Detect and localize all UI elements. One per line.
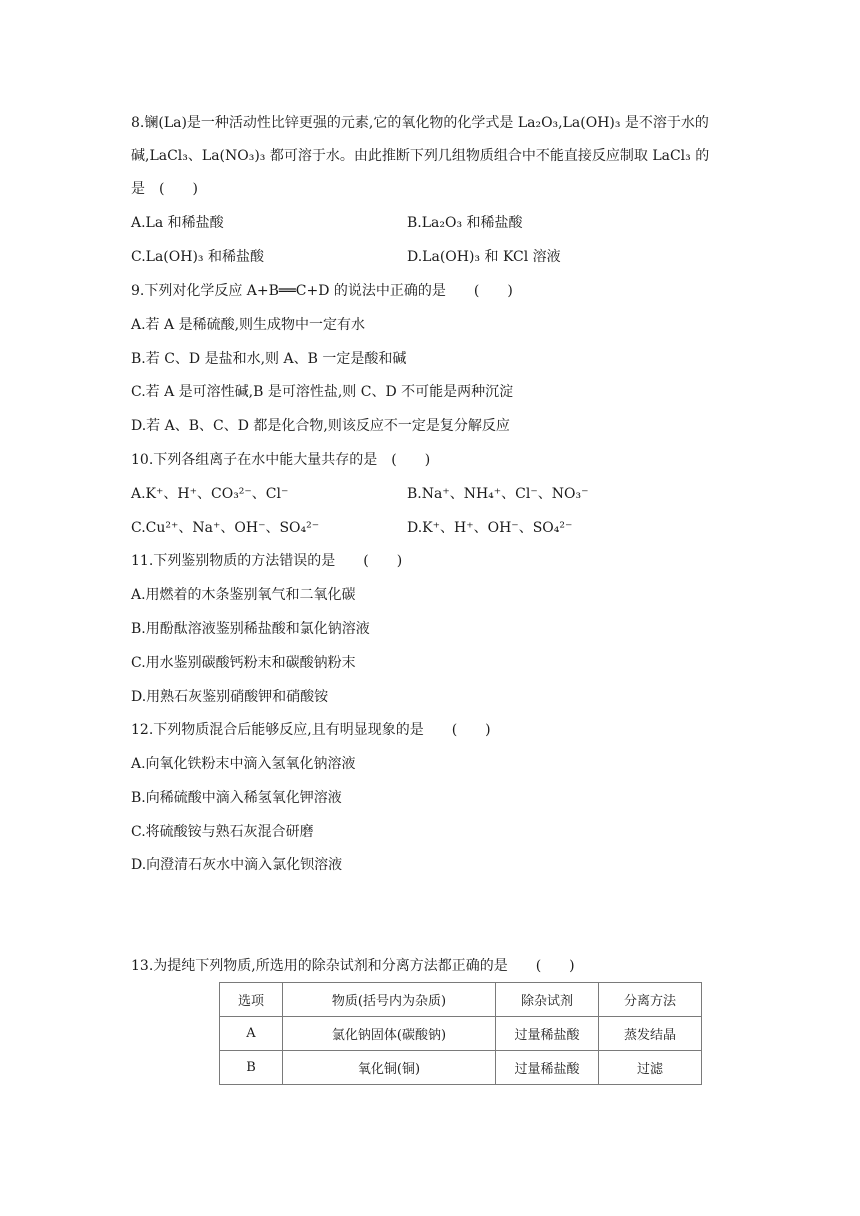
q12-option-d: D.向澄清石灰水中滴入氯化钡溶液 xyxy=(131,857,343,873)
table-cell: 蒸发结晶 xyxy=(599,1017,702,1051)
table-header-cell: 物质(括号内为杂质) xyxy=(283,983,496,1017)
q9-option-b: B.若 C、D 是盐和水,则 A、B 一定是酸和碱 xyxy=(131,351,407,367)
q8-option-b: B.La₂O₃ 和稀盐酸 xyxy=(407,215,523,231)
table-cell: B xyxy=(220,1051,283,1085)
q11-option-a: A.用燃着的木条鉴别氧气和二氧化碳 xyxy=(131,587,356,603)
q12-option-b: B.向稀硫酸中滴入稀氢氧化钾溶液 xyxy=(131,790,342,806)
q8-stem-line2: 碱,LaCl₃、La(NO₃)₃ 都可溶于水。由此推断下列几组物质组合中不能直接反应制取 LaCl₃ 的 xyxy=(131,148,710,164)
q11-option-d: D.用熟石灰鉴别硝酸钾和硝酸铵 xyxy=(131,689,329,705)
table-cell: 氧化铜(铜) xyxy=(283,1051,496,1085)
q11-option-c: C.用水鉴别碳酸钙粉末和碳酸钠粉末 xyxy=(131,655,356,671)
table-cell: 过量稀盐酸 xyxy=(496,1051,599,1085)
q9-option-d: D.若 A、B、C、D 都是化合物,则该反应不一定是复分解反应 xyxy=(131,418,510,434)
table-cell: 过量稀盐酸 xyxy=(496,1017,599,1051)
q10-option-a: A.K⁺、H⁺、CO₃²⁻、Cl⁻ xyxy=(131,486,289,502)
q11-option-b: B.用酚酞溶液鉴别稀盐酸和氯化钠溶液 xyxy=(131,621,370,637)
q8-stem-line1: 8.镧(La)是一种活动性比锌更强的元素,它的氧化物的化学式是 La₂O₃,La(OH)₃ 是不溶于水的 xyxy=(131,115,709,131)
q10-option-b: B.Na⁺、NH₄⁺、Cl⁻、NO₃⁻ xyxy=(407,486,589,502)
table-header-cell: 选项 xyxy=(220,983,283,1017)
q9-option-a: A.若 A 是稀硫酸,则生成物中一定有水 xyxy=(131,317,366,333)
table-row xyxy=(220,1017,702,1051)
table-header-cell: 除杂试剂 xyxy=(496,983,599,1017)
q8-option-d: D.La(OH)₃ 和 KCl 溶液 xyxy=(407,249,561,265)
q8-option-c: C.La(OH)₃ 和稀盐酸 xyxy=(131,249,264,265)
q13-options-table xyxy=(219,982,702,1085)
q11-stem: 11.下列鉴别物质的方法错误的是 ( ) xyxy=(131,553,403,569)
table-cell: 过滤 xyxy=(599,1051,702,1085)
q12-stem: 12.下列物质混合后能够反应,且有明显现象的是 ( ) xyxy=(131,722,491,738)
q10-stem: 10.下列各组离子在水中能大量共存的是 ( ) xyxy=(131,452,431,468)
q10-option-d: D.K⁺、H⁺、OH⁻、SO₄²⁻ xyxy=(407,520,573,536)
q8-stem-line3: 是 ( ) xyxy=(131,181,198,197)
q9-option-c: C.若 A 是可溶性碱,B 是可溶性盐,则 C、D 不可能是两种沉淀 xyxy=(131,384,514,400)
q12-option-a: A.向氧化铁粉末中滴入氢氧化钠溶液 xyxy=(131,756,356,772)
table-header-cell: 分离方法 xyxy=(599,983,702,1017)
q13-stem: 13.为提纯下列物质,所选用的除杂试剂和分离方法都正确的是 ( ) xyxy=(131,958,575,974)
table-cell: 氯化钠固体(碳酸钠) xyxy=(283,1017,496,1051)
q9-stem: 9.下列对化学反应 A+B══C+D 的说法中正确的是 ( ) xyxy=(131,283,513,299)
table-cell: A xyxy=(220,1017,283,1051)
table-row xyxy=(220,1051,702,1085)
table-header-row xyxy=(220,983,702,1017)
q12-option-c: C.将硫酸铵与熟石灰混合研磨 xyxy=(131,824,314,840)
q10-option-c: C.Cu²⁺、Na⁺、OH⁻、SO₄²⁻ xyxy=(131,520,320,536)
q8-option-a: A.La 和稀盐酸 xyxy=(131,215,224,231)
